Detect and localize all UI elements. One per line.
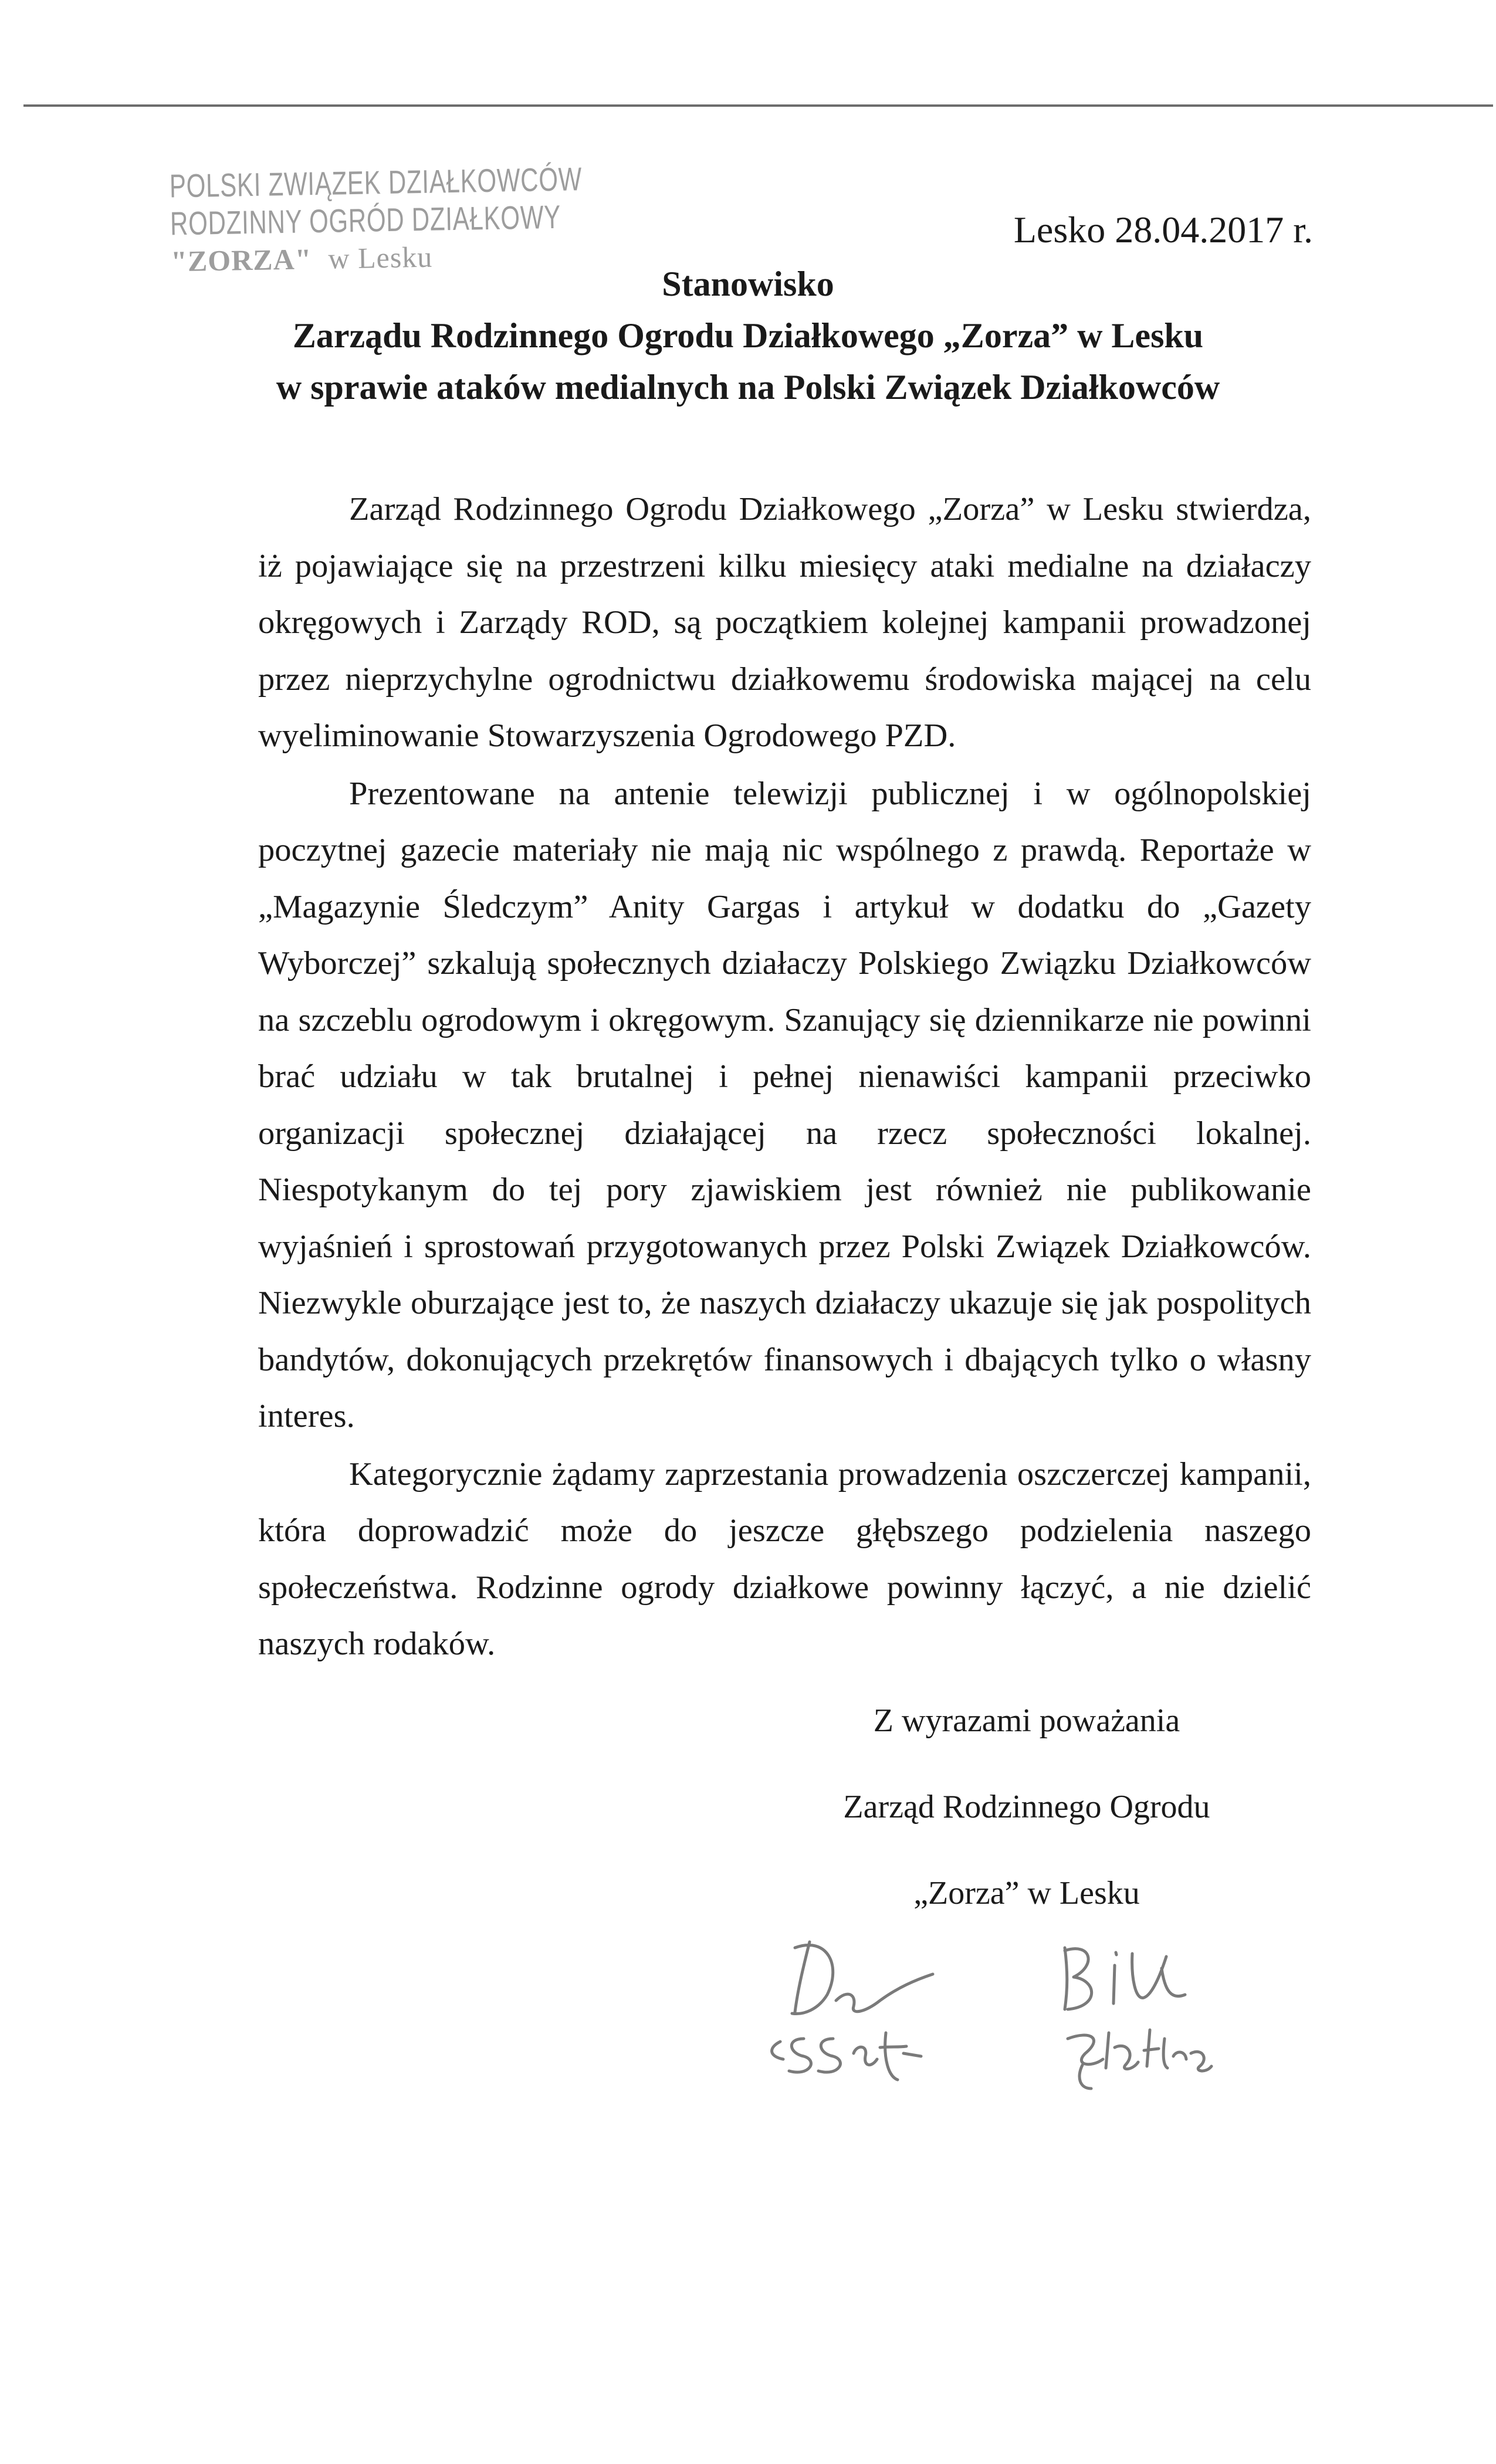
document-date: Lesko 28.04.2017 r. xyxy=(1013,209,1313,251)
stamp-location: w Lesku xyxy=(327,240,433,275)
signature-3 xyxy=(772,2033,921,2080)
document-subtitle-line-1: Zarządu Rodzinnego Ogrodu Działkowego „Zorza” w Lesku xyxy=(292,316,1204,355)
closing-salutation: Z wyrazami poważania xyxy=(873,1703,1180,1739)
body-paragraph-3: Kategorycznie żądamy zaprzestania prowadzenia oszczerczej kampanii, która doprowadzić może do jeszcze głębszego podzielenia naszego społeczeństwa. Rodzinne ogrody działkowe powinny łączyć, a nie dzielić naszych rodaków. xyxy=(258,1456,1311,1662)
document-title: Stanowisko xyxy=(662,265,834,303)
document-subtitle-line-2: w sprawie ataków medialnych na Polski Związek Działkowców xyxy=(276,368,1220,407)
body-paragraph-2: Prezentowane na antenie telewizji publicznej i w ogólnopolskiej poczytnej gazecie materiały nie mają nic wspólnego z prawdą. Reportaże w „Magazynie Śledczym” Anity Gargas i artykuł w dodatku do „Gazety Wyborczej” szkalują społecznych działaczy Polskiego Związku Działkowców na szczeblu ogrodowym i okręgowym. Szanujący się dziennikarze nie powinni brać udziału w tak brutalnej i pełnej nienawiści kampanii przeciwko organizacji społecznej działającej na rzecz społeczności lokalnej. Niespotykanym do tej pory zjawiskiem jest również nie publikowanie wyjaśnień i sprostowań przygotowanych przez Polski Związek Działkowców. Niezwykle oburzające jest to, że naszych działaczy ukazuje się jak pospolitych bandytów, dokonujących przekrętów finansowych i dbających tylko o własny interes. xyxy=(258,775,1311,1434)
signatures-drawing xyxy=(739,1913,1267,2106)
signature-2 xyxy=(1065,1948,1185,2009)
signature-4 xyxy=(1068,2030,1211,2089)
stamp-line-2: RODZINNY OGRÓD DZIAŁKOWY xyxy=(170,198,561,242)
document-body xyxy=(258,481,1311,1673)
scan-edge-line xyxy=(23,104,1493,107)
signature-1 xyxy=(792,1942,933,2014)
closing-signatory-line-1: Zarząd Rodzinnego Ogrodu xyxy=(843,1789,1210,1825)
closing-block xyxy=(821,1678,1232,1937)
closing-signatory-line-2: „Zorza” w Lesku xyxy=(913,1875,1140,1911)
stamp-garden-name: "ZORZA" xyxy=(170,242,312,278)
body-paragraph-1: Zarząd Rodzinnego Ogrodu Działkowego „Zorza” w Lesku stwierdza, iż pojawiające się na przestrzeni kilku miesięcy ataki medialne na działaczy okręgowych i Zarządy ROD, są początkiem kolejnej kampanii prowadzonej przez nieprzychylne ogrodnictwu działkowemu środowiska mającej na celu wyeliminowanie Stowarzyszenia Ogrodowego PZD. xyxy=(258,491,1311,754)
stamp-line-1: POLSKI ZWIĄZEK DZIAŁKOWCÓW xyxy=(169,160,583,205)
handwritten-signatures xyxy=(739,1913,1267,2106)
document-heading xyxy=(0,258,1496,413)
